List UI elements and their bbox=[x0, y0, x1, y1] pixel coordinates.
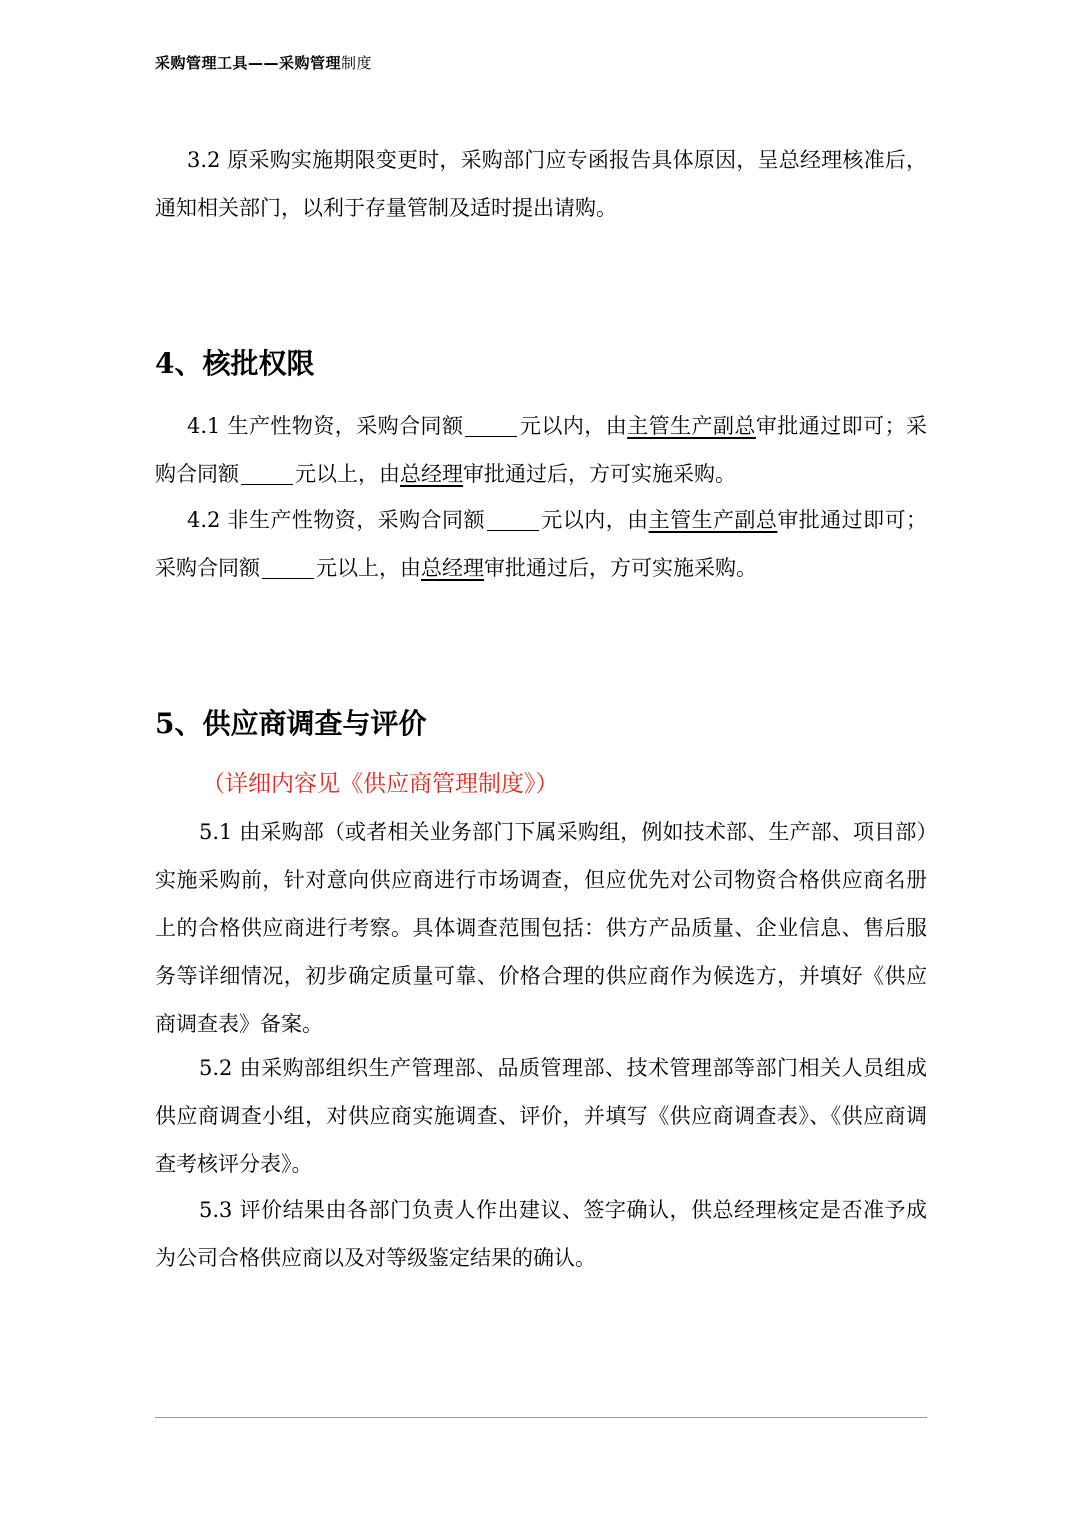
text-segment: 元以上，由 bbox=[316, 556, 421, 580]
paragraph-5-1: 5.1 由采购部（或者相关业务部门下属采购组，例如技术部、生产部、项目部）实施采购前，针对意向供应商进行市场调查，但应优先对公司物资合格供应商名册上的合格供应商进行考察。具体调查范围包括：供方产品质量、企业信息、售后服务等详细情况，初步确定质量可靠、价格合理的供应商作为候选方，并填好《供应商调查表》备案。 bbox=[155, 820, 927, 1036]
text-segment: 元以上，由 bbox=[295, 462, 400, 486]
text-segment: 审批通过后，方可实施采购。 bbox=[484, 556, 757, 580]
approver-underlined: 总经理 bbox=[400, 462, 463, 486]
amount-blank bbox=[241, 462, 293, 485]
footer-divider bbox=[155, 1417, 927, 1418]
paragraph-3-2: 3.2 原采购实施期限变更时，采购部门应专函报告具体原因，呈总经理核准后，通知相关部门，以利于存量管制及适时提出请购。 bbox=[155, 148, 927, 220]
approver-underlined: 主管生产副总 bbox=[648, 508, 778, 532]
paragraph-5-3: 5.3 评价结果由各部门负责人作出建议、签字确认，供总经理核定是否准予成为公司合格供应商以及对等级鉴定结果的确认。 bbox=[155, 1198, 927, 1270]
header-title-suffix: 制度 bbox=[341, 54, 373, 72]
amount-blank bbox=[262, 556, 314, 579]
text-segment: 元以内，由 bbox=[519, 414, 628, 438]
section-5-heading: 5、供应商调查与评价 bbox=[155, 707, 427, 740]
amount-blank bbox=[465, 414, 517, 437]
paragraph-5-2: 5.2 由采购部组织生产管理部、品质管理部、技术管理部等部门相关人员组成供应商调查小组，对供应商实施调查、评价，并填写《供应商调查表》、《供应商调查考核评分表》。 bbox=[155, 1056, 927, 1176]
header-title: 采购管理工具——采购管理 bbox=[155, 54, 342, 72]
running-header bbox=[155, 52, 372, 73]
paragraph-4-2 bbox=[155, 496, 927, 592]
text-segment: 审批通过即可；采购合同额 bbox=[155, 414, 928, 486]
text-segment: 审批通过即可；采购合同额 bbox=[155, 508, 928, 580]
text-segment: 审批通过后，方可实施采购。 bbox=[463, 462, 736, 486]
amount-blank bbox=[487, 508, 539, 531]
approver-underlined: 主管生产副总 bbox=[627, 414, 756, 438]
reference-note: （详细内容见《供应商管理制度》） bbox=[202, 771, 559, 797]
text-segment: 元以内，由 bbox=[540, 508, 649, 532]
section-4-heading: 4、核批权限 bbox=[155, 347, 315, 380]
paragraph-4-1 bbox=[155, 402, 927, 498]
text-segment: 4.2 非生产性物资，采购合同额 bbox=[187, 508, 485, 532]
approver-underlined: 总经理 bbox=[421, 556, 484, 580]
text-segment: 4.1 生产性物资，采购合同额 bbox=[187, 414, 464, 438]
